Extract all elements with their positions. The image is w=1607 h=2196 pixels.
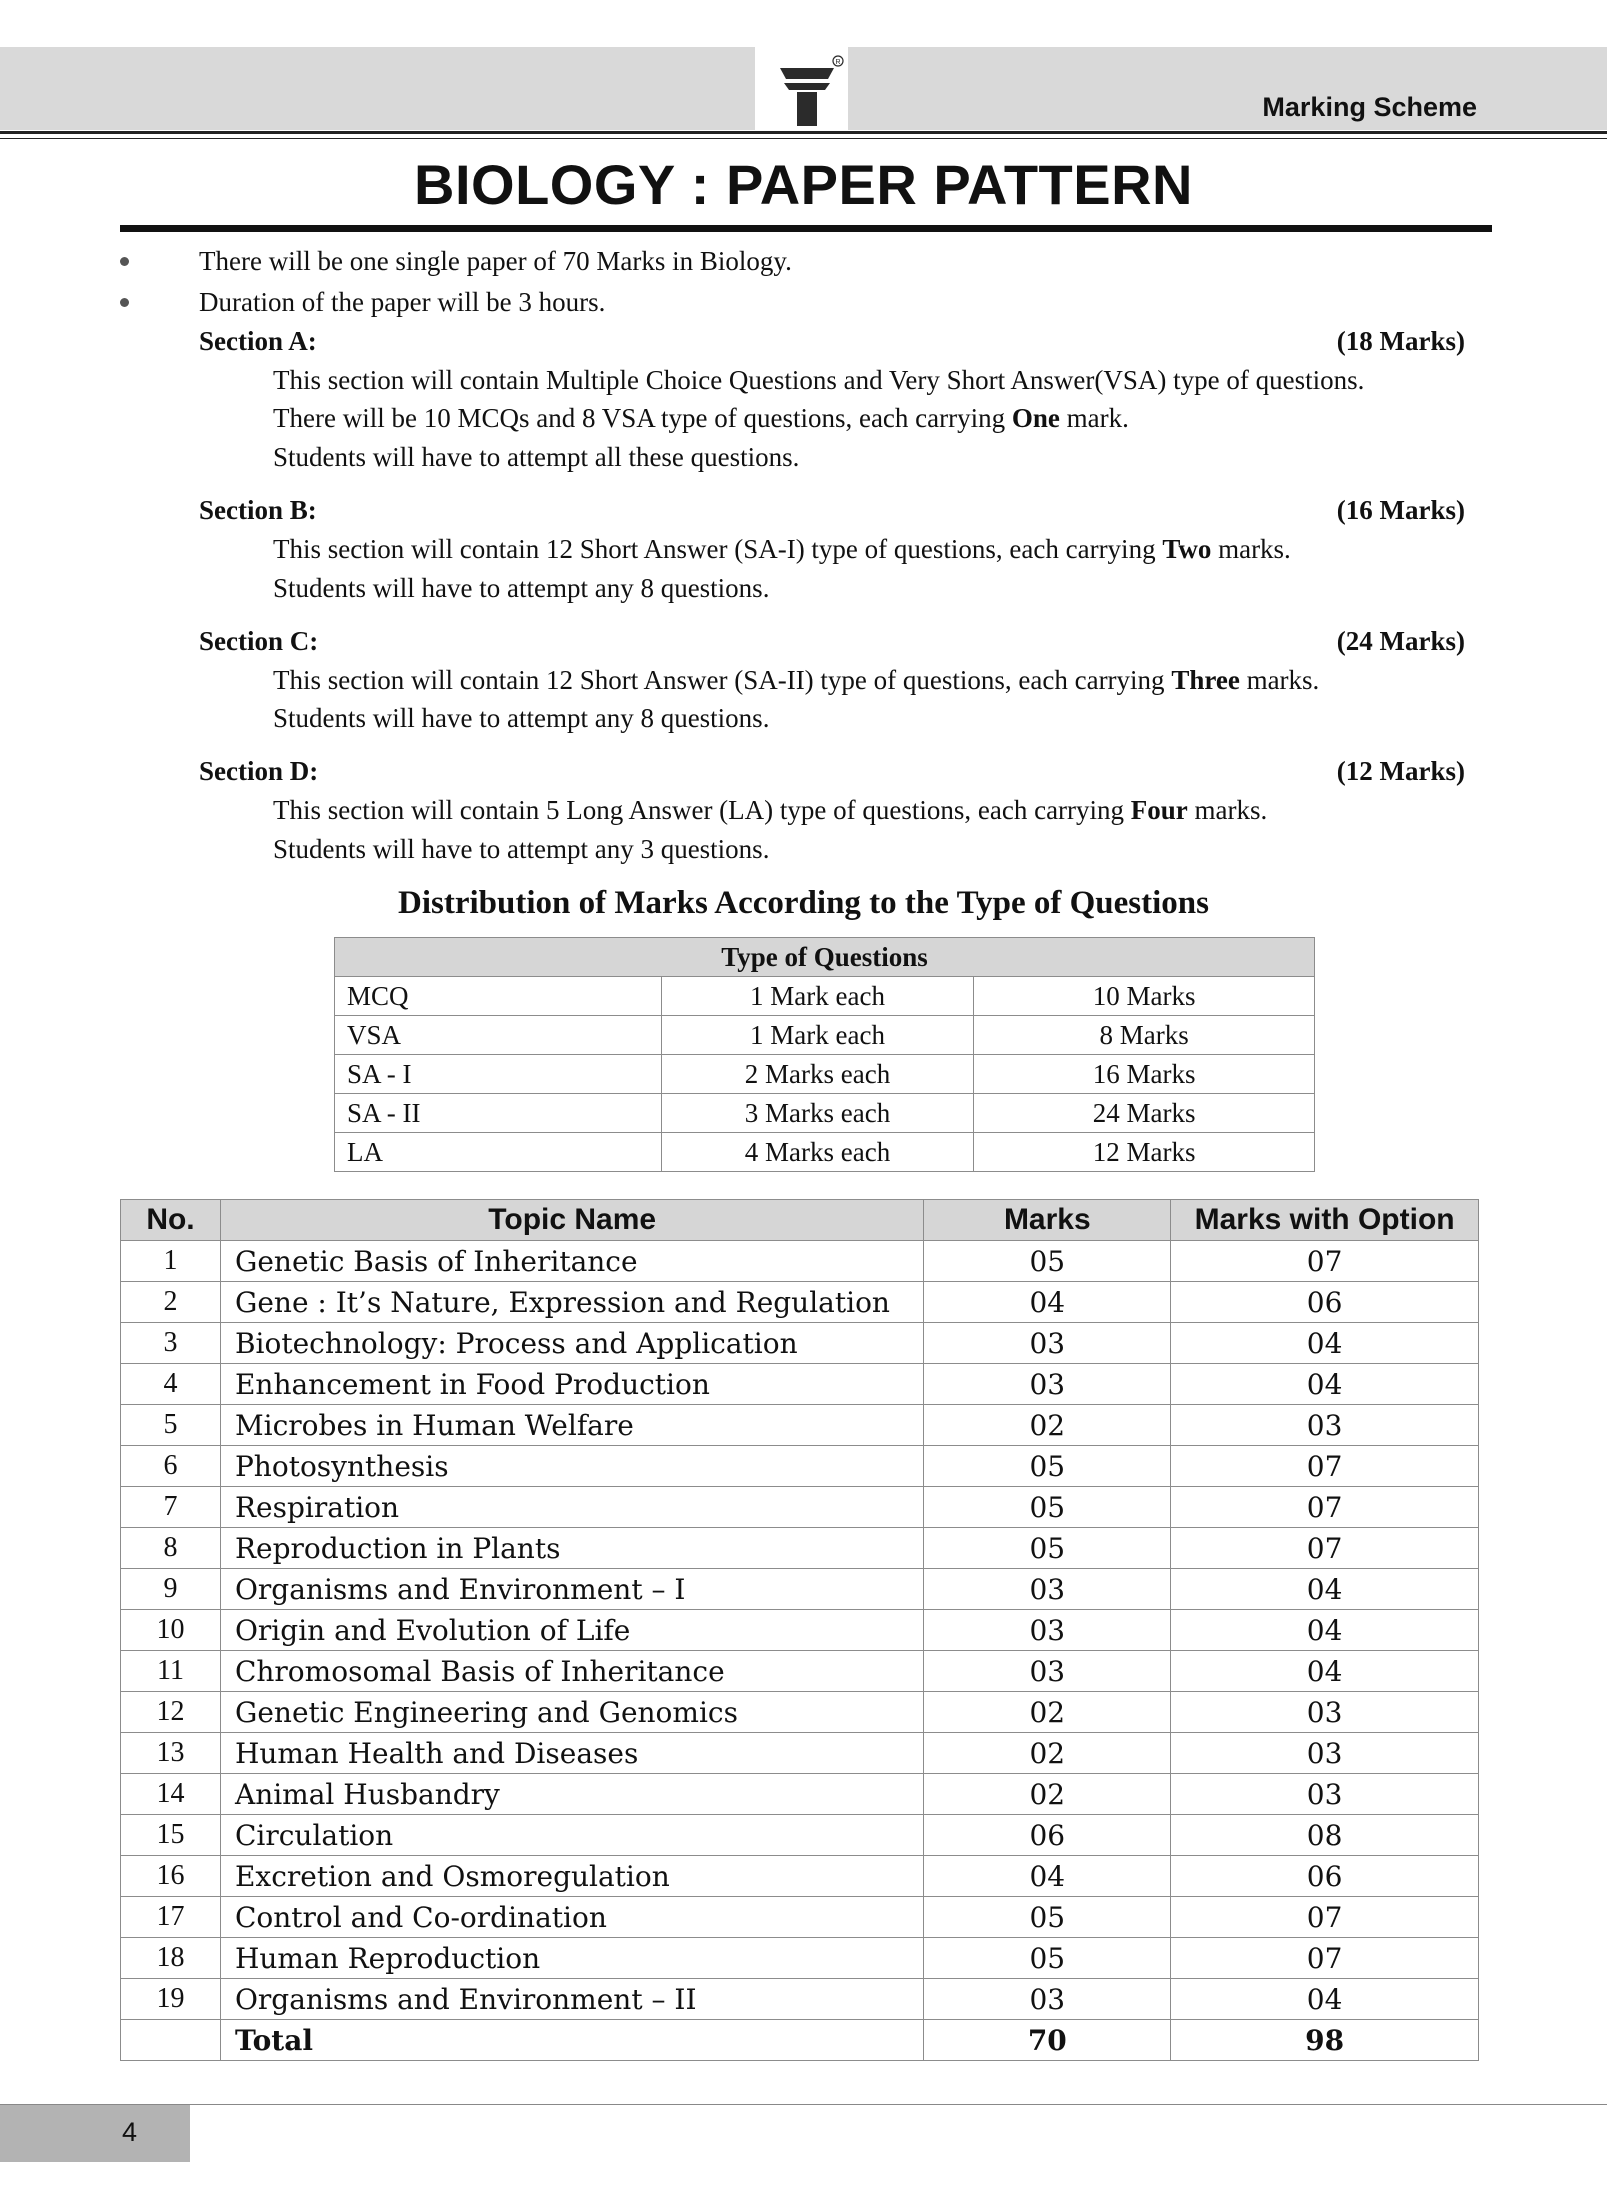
section-b-heading: Section B: (16 Marks) [199, 495, 1465, 525]
section-b-marks: (16 Marks) [1336, 495, 1465, 525]
topic-marks-option: 03 [1171, 1733, 1479, 1774]
bullet-dot-icon [120, 257, 129, 266]
page-title: BIOLOGY : PAPER PATTERN [414, 153, 1193, 216]
table-row [335, 1133, 1315, 1172]
topic-name: Enhancement in Food Production [220, 1364, 923, 1405]
section-a-marks: (18 Marks) [1336, 326, 1465, 356]
table-row [121, 1364, 1479, 1405]
topic-name: Excretion and Osmoregulation [220, 1856, 923, 1897]
topics-table [120, 1199, 1479, 2061]
table-row [121, 1323, 1479, 1364]
topic-marks-option: 07 [1171, 1897, 1479, 1938]
topic-marks: 04 [924, 1282, 1171, 1323]
section-a-line: This section will contain Multiple Choice Questions and Very Short Answer(VSA) type of questions. [273, 365, 1365, 395]
section-a-line: There will be 10 MCQs and 8 VSA type of questions, each carrying One mark. [273, 403, 1129, 433]
total-marks-option: 98 [1171, 2020, 1479, 2061]
topic-number: 16 [121, 1856, 221, 1897]
topic-marks: 05 [924, 1487, 1171, 1528]
topic-marks-option: 07 [1171, 1528, 1479, 1569]
total-row [121, 2020, 1479, 2061]
header-label: Marking Scheme [1262, 92, 1477, 122]
topic-marks: 02 [924, 1733, 1171, 1774]
table-row [335, 977, 1315, 1016]
marks-total: 12 Marks [974, 1133, 1315, 1172]
topic-marks: 02 [924, 1692, 1171, 1733]
topic-number: 15 [121, 1815, 221, 1856]
table-row [121, 1733, 1479, 1774]
topic-number: 17 [121, 1897, 221, 1938]
distribution-header: Type of Questions [335, 938, 1315, 977]
bullet-dot-icon [120, 298, 129, 307]
page-number: 4 [122, 2117, 138, 2147]
topic-number: 8 [121, 1528, 221, 1569]
topic-marks-option: 03 [1171, 1405, 1479, 1446]
footer-tab [0, 2105, 190, 2162]
footer-rule [0, 2104, 1607, 2105]
topic-marks: 03 [924, 1979, 1171, 2020]
topic-marks-option: 04 [1171, 1610, 1479, 1651]
table-row [121, 1815, 1479, 1856]
topic-name: Genetic Basis of Inheritance [220, 1241, 923, 1282]
topic-marks: 05 [924, 1897, 1171, 1938]
topic-number: 9 [121, 1569, 221, 1610]
topic-marks-option: 07 [1171, 1241, 1479, 1282]
section-b-line: This section will contain 12 Short Answer (SA-I) type of questions, each carrying Two marks. [273, 534, 1291, 564]
question-type: LA [335, 1133, 662, 1172]
topic-name: Photosynthesis [220, 1446, 923, 1487]
topic-name: Animal Husbandry [220, 1774, 923, 1815]
topic-marks: 02 [924, 1774, 1171, 1815]
topic-marks-option: 08 [1171, 1815, 1479, 1856]
table-row [121, 1487, 1479, 1528]
section-c-line: This section will contain 12 Short Answer (SA-II) type of questions, each carrying Three marks. [273, 665, 1320, 695]
marks-total: 24 Marks [974, 1094, 1315, 1133]
table-row [121, 1774, 1479, 1815]
table-row [121, 1938, 1479, 1979]
topic-name: Microbes in Human Welfare [220, 1405, 923, 1446]
topic-marks: 05 [924, 1446, 1171, 1487]
col-header-no: No. [121, 1200, 221, 1241]
marks-each: 1 Mark each [661, 1016, 974, 1055]
table-row [121, 1528, 1479, 1569]
topic-marks-option: 04 [1171, 1569, 1479, 1610]
topic-marks-option: 04 [1171, 1323, 1479, 1364]
distribution-table [334, 937, 1315, 1172]
topic-marks: 05 [924, 1938, 1171, 1979]
topic-number: 14 [121, 1774, 221, 1815]
topic-marks-option: 04 [1171, 1364, 1479, 1405]
col-header-topic: Topic Name [220, 1200, 923, 1241]
header-rule-thin [0, 138, 1607, 139]
topic-name: Human Reproduction [220, 1938, 923, 1979]
topic-marks: 03 [924, 1569, 1171, 1610]
table-row [121, 1241, 1479, 1282]
table-row [121, 1446, 1479, 1487]
topic-marks-option: 07 [1171, 1446, 1479, 1487]
topic-name: Organisms and Environment – I [220, 1569, 923, 1610]
section-d-marks: (12 Marks) [1336, 756, 1465, 786]
table-row [121, 1692, 1479, 1733]
topic-name: Biotechnology: Process and Application [220, 1323, 923, 1364]
section-d-heading: Section D: (12 Marks) [199, 756, 1465, 786]
table-row [121, 1979, 1479, 2020]
col-header-marks: Marks [924, 1200, 1171, 1241]
topic-number: 12 [121, 1692, 221, 1733]
topic-number: 10 [121, 1610, 221, 1651]
topic-marks: 03 [924, 1651, 1171, 1692]
topic-number: 6 [121, 1446, 221, 1487]
topic-marks: 03 [924, 1610, 1171, 1651]
topic-marks-option: 04 [1171, 1979, 1479, 2020]
topic-marks-option: 07 [1171, 1487, 1479, 1528]
title-rule [120, 225, 1492, 232]
question-type: SA - I [335, 1055, 662, 1094]
topic-number: 4 [121, 1364, 221, 1405]
topic-marks-option: 07 [1171, 1938, 1479, 1979]
section-c-heading: Section C: (24 Marks) [199, 626, 1465, 656]
topic-name: Genetic Engineering and Genomics [220, 1692, 923, 1733]
table-row [121, 1405, 1479, 1446]
question-type: VSA [335, 1016, 662, 1055]
section-d-line: Students will have to attempt any 3 questions. [273, 834, 770, 864]
header-band-right [848, 47, 1607, 130]
section-a-line: Students will have to attempt all these questions. [273, 442, 800, 472]
topic-number: 2 [121, 1282, 221, 1323]
topics-header-row [121, 1200, 1479, 1241]
topic-name: Control and Co-ordination [220, 1897, 923, 1938]
distribution-header-row [335, 938, 1315, 977]
topic-name: Respiration [220, 1487, 923, 1528]
topic-marks-option: 06 [1171, 1282, 1479, 1323]
topic-number: 3 [121, 1323, 221, 1364]
topic-name: Organisms and Environment – II [220, 1979, 923, 2020]
topic-marks-option: 03 [1171, 1774, 1479, 1815]
topic-number: 5 [121, 1405, 221, 1446]
table-row [121, 1569, 1479, 1610]
marks-total: 8 Marks [974, 1016, 1315, 1055]
marks-each: 3 Marks each [661, 1094, 974, 1133]
table-row [121, 1610, 1479, 1651]
topic-number: 7 [121, 1487, 221, 1528]
table-row [335, 1055, 1315, 1094]
topic-marks: 03 [924, 1323, 1171, 1364]
topic-number: 11 [121, 1651, 221, 1692]
table-row [335, 1016, 1315, 1055]
col-header-marks-option: Marks with Option [1171, 1200, 1479, 1241]
topic-marks-option: 04 [1171, 1651, 1479, 1692]
topic-marks-option: 06 [1171, 1856, 1479, 1897]
table-row [121, 1282, 1479, 1323]
header-rule [0, 131, 1607, 134]
header-band-left [0, 47, 755, 130]
topic-name: Origin and Evolution of Life [220, 1610, 923, 1651]
topic-marks: 06 [924, 1815, 1171, 1856]
topic-marks: 05 [924, 1241, 1171, 1282]
topic-marks: 03 [924, 1364, 1171, 1405]
publisher-logo-icon [770, 52, 845, 130]
topic-name: Reproduction in Plants [220, 1528, 923, 1569]
table-row [121, 1651, 1479, 1692]
topic-name: Chromosomal Basis of Inheritance [220, 1651, 923, 1692]
total-number [121, 2020, 221, 2061]
topic-name: Circulation [220, 1815, 923, 1856]
question-type: SA - II [335, 1094, 662, 1133]
marks-total: 10 Marks [974, 977, 1315, 1016]
section-c-line: Students will have to attempt any 8 questions. [273, 703, 770, 733]
topic-marks-option: 03 [1171, 1692, 1479, 1733]
section-c-marks: (24 Marks) [1336, 626, 1465, 656]
table-row [121, 1897, 1479, 1938]
topic-marks: 02 [924, 1405, 1171, 1446]
topic-number: 18 [121, 1938, 221, 1979]
section-b-line: Students will have to attempt any 8 questions. [273, 573, 770, 603]
total-marks: 70 [924, 2020, 1171, 2061]
table-row [335, 1094, 1315, 1133]
topic-name: Gene : It’s Nature, Expression and Regulation [220, 1282, 923, 1323]
topic-number: 1 [121, 1241, 221, 1282]
total-label: Total [220, 2020, 923, 2061]
topic-marks: 04 [924, 1856, 1171, 1897]
marks-each: 1 Mark each [661, 977, 974, 1016]
distribution-title: Distribution of Marks According to the Type of Questions [398, 885, 1209, 921]
topic-marks: 05 [924, 1528, 1171, 1569]
marks-each: 2 Marks each [661, 1055, 974, 1094]
section-d-line: This section will contain 5 Long Answer (LA) type of questions, each carrying Four marks. [273, 795, 1268, 825]
topics-body [121, 1241, 1479, 2061]
marks-each: 4 Marks each [661, 1133, 974, 1172]
topic-number: 13 [121, 1733, 221, 1774]
marks-total: 16 Marks [974, 1055, 1315, 1094]
topic-name: Human Health and Diseases [220, 1733, 923, 1774]
question-type: MCQ [335, 977, 662, 1016]
section-a-heading: Section A: (18 Marks) [199, 326, 1465, 356]
table-row [121, 1856, 1479, 1897]
svg-text:R: R [835, 59, 841, 66]
topic-number: 19 [121, 1979, 221, 2020]
